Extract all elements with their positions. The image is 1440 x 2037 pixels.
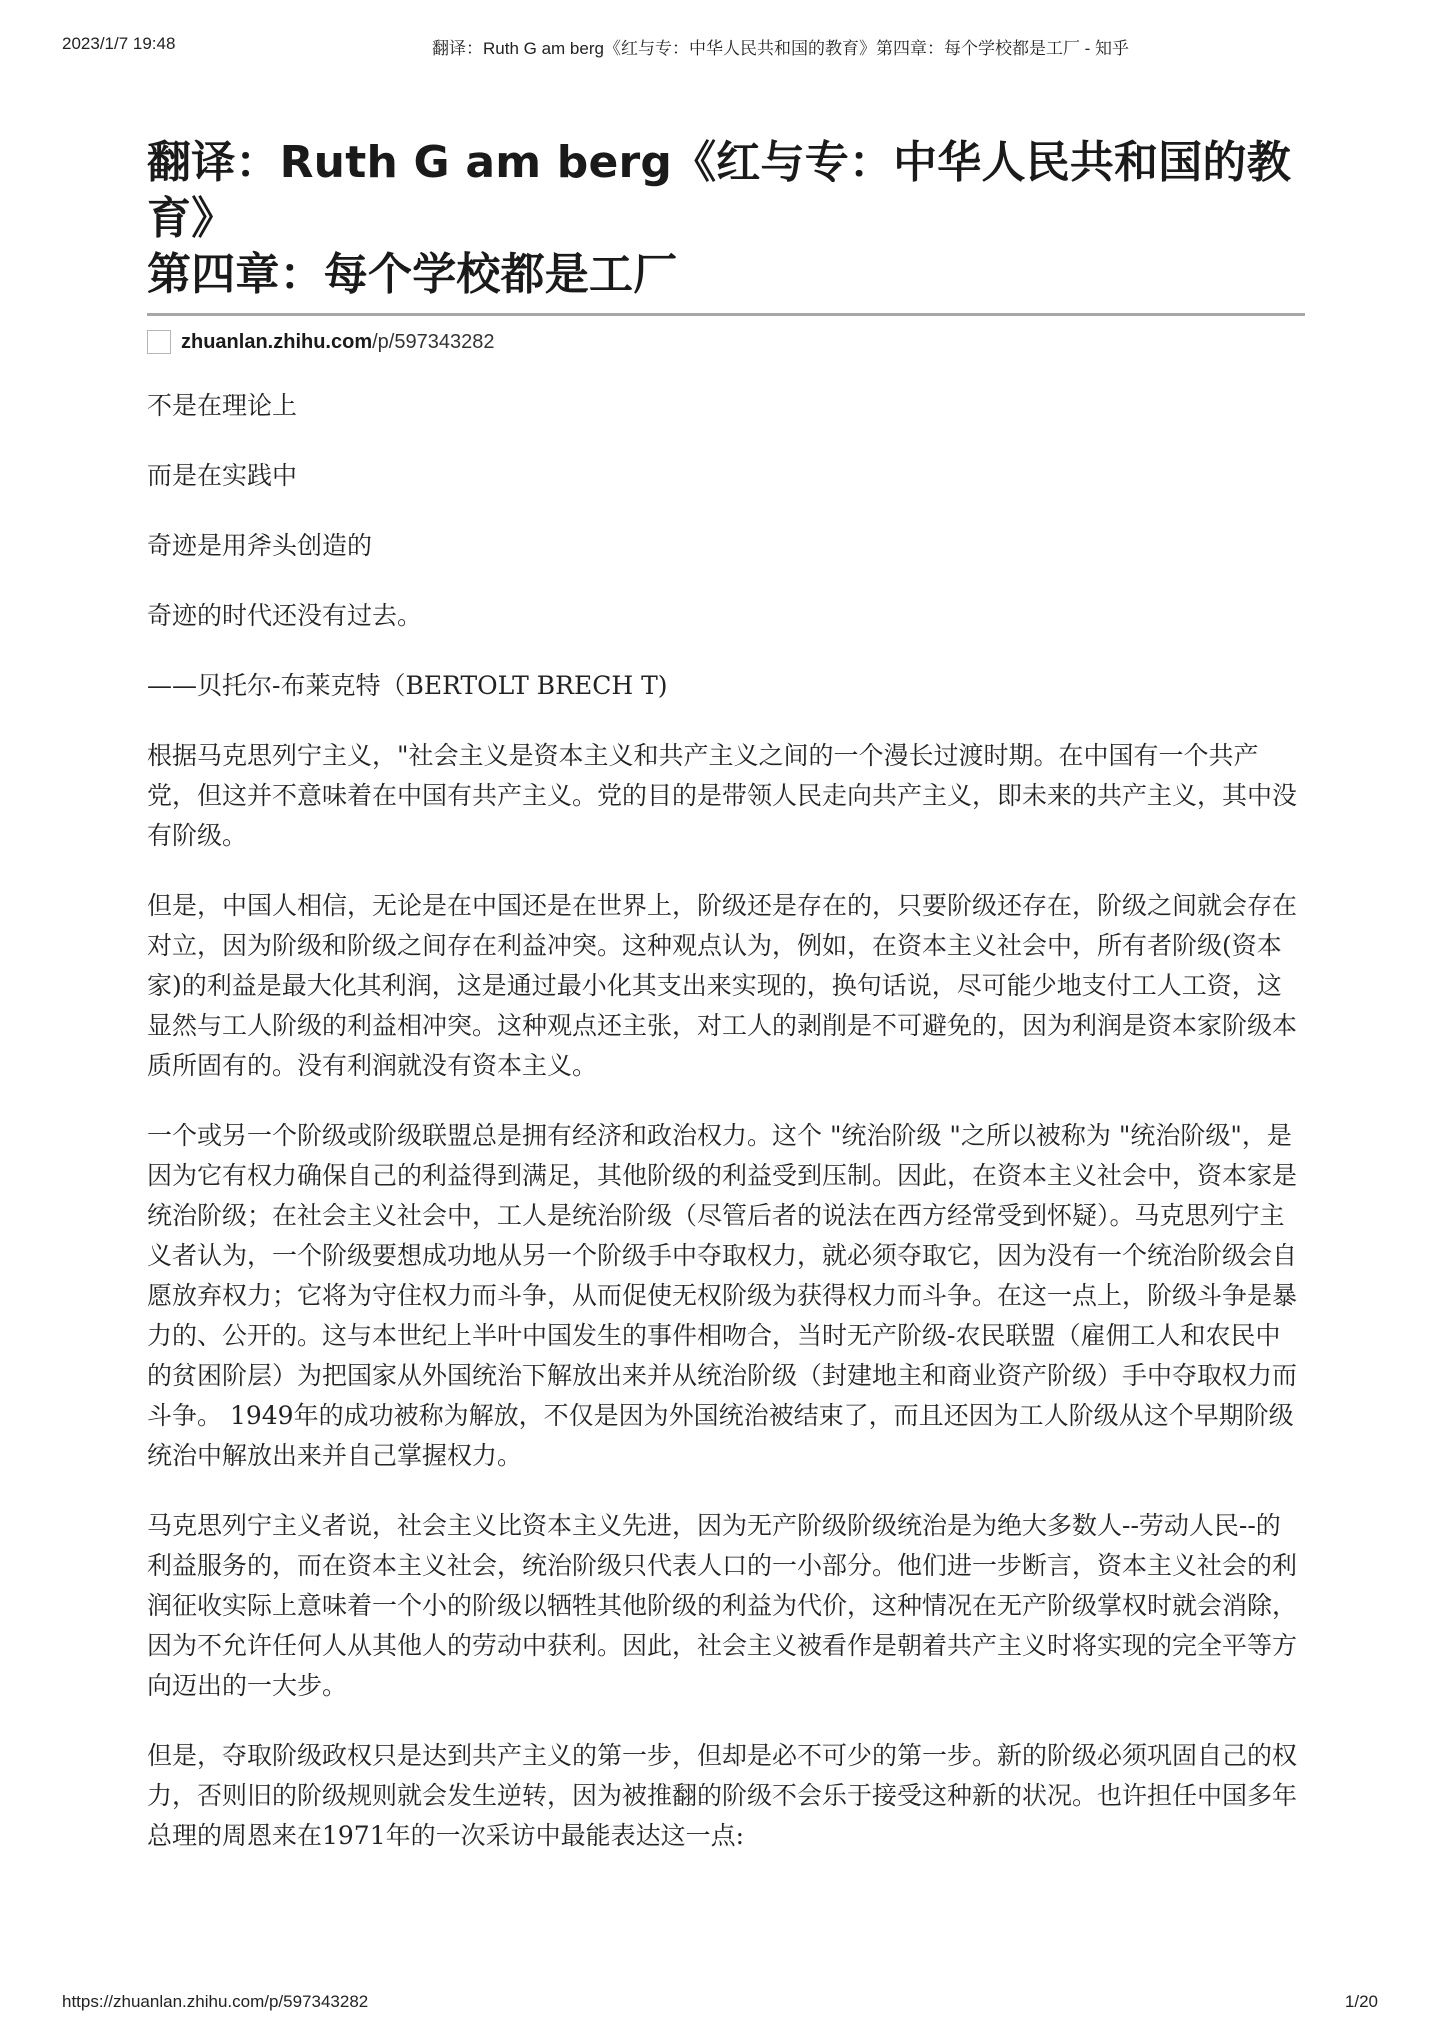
- verse-line: 奇迹的时代还没有过去。: [147, 601, 423, 630]
- footer-url: https://zhuanlan.zhihu.com/p/597343282: [62, 1992, 369, 2011]
- source-path[interactable]: /p/597343282: [372, 330, 495, 353]
- body-paragraph: 但是，中国人相信，无论是在中国还是在世界上，阶级还是存在的，只要阶级还存在，阶级之间就会存在对立，因为阶级和阶级之间存在利益冲突。这种观点认为，例如，在资本主义社会中，所有者阶级(资本家)的利益是最大化其利润，这是通过最小化其支出来实现的，换句话说，尽可能少地支付工人工资，这显然与工人阶级的利益相冲突。这种观点还主张，对工人的剥削是不可避免的，因为利润是资本家阶级本质所固有的。没有利润就没有资本主义。: [147, 891, 1298, 1080]
- article-body: [147, 386, 1305, 1856]
- page-favicon-icon: [147, 330, 171, 354]
- verse-line: 奇迹是用斧头创造的: [147, 531, 373, 560]
- print-header: [62, 34, 1378, 58]
- body-paragraph: 一个或另一个阶级或阶级联盟总是拥有经济和政治权力。这个 "统治阶级 "之所以被称为 "统治阶级"，是因为它有权力确保自己的利益得到满足，其他阶级的利益受到压制。因此，在资本主义社会中，资本家是统治阶级；在社会主义社会中，工人是统治阶级（尽管后者的说法在西方经常受到怀疑）。马克思列宁主义者认为，一个阶级要想成功地从另一个阶级手中夺取权力，就必须夺取它，因为没有一个统治阶级会自愿放弃权力；它将为守住权力而斗争，从而促使无权阶级为获得权力而斗争。在这一点上，阶级斗争是暴力的、公开的。这与本世纪上半叶中国发生的事件相吻合，当时无产阶级-农民联盟（雇佣工人和农民中的贫困阶层）为把国家从外国统治下解放出来并从统治阶级（封建地主和商业资产阶级）手中夺取权力而斗争。 1949年的成功被称为解放，不仅是因为外国统治被结束了，而且还因为工人阶级从这个早期阶级统治中解放出来并自己掌握权力。: [147, 1121, 1298, 1470]
- article-title-line2: 第四章：每个学校都是工厂: [147, 249, 678, 300]
- body-paragraph: 根据马克思列宁主义，"社会主义是资本主义和共产主义之间的一个漫长过渡时期。在中国有一个共产党，但这并不意味着在中国有共产主义。党的目的是带领人民走向共产主义，即未来的共产主义，其中没有阶级。: [147, 741, 1298, 850]
- source-domain[interactable]: zhuanlan.zhihu.com: [181, 330, 373, 353]
- print-document-title: 翻译：Ruth G am berg《红与专：中华人民共和国的教育》第四章：每个学校都是工厂 - 知乎: [432, 39, 1130, 58]
- source-link[interactable]: [147, 328, 1305, 356]
- article-title-line1: 翻译：Ruth G am berg《红与专：中华人民共和国的教育》: [147, 137, 1291, 244]
- verse-line: 不是在理论上: [147, 391, 298, 420]
- title-divider: [147, 313, 1305, 316]
- article-title: [147, 135, 1305, 303]
- verse-attribution: ——贝托尔-布莱克特（BERTOLT BRECH T): [147, 671, 668, 700]
- body-paragraph: 但是，夺取阶级政权只是达到共产主义的第一步，但却是必不可少的第一步。新的阶级必须巩固自己的权力，否则旧的阶级规则就会发生逆转，因为被推翻的阶级不会乐于接受这种新的状况。也许担任中国多年总理的周恩来在1971年的一次采访中最能表达这一点:: [147, 1741, 1298, 1850]
- verse-line: 而是在实践中: [147, 461, 298, 490]
- article: [147, 135, 1305, 1886]
- page-number: 1/20: [1344, 1992, 1378, 2011]
- print-date: 2023/1/7 19:48: [62, 34, 176, 53]
- body-paragraph: 马克思列宁主义者说，社会主义比资本主义先进，因为无产阶级阶级统治是为绝大多数人--劳动人民--的利益服务的，而在资本主义社会，统治阶级只代表人口的一小部分。他们进一步断言，资本主义社会的利润征收实际上意味着一个小的阶级以牺牲其他阶级的利益为代价，这种情况在无产阶级掌权时就会消除，因为不允许任何人从其他人的劳动中获利。因此，社会主义被看作是朝着共产主义时将实现的完全平等方向迈出的一大步。: [147, 1511, 1298, 1700]
- print-footer: [62, 1992, 1378, 2016]
